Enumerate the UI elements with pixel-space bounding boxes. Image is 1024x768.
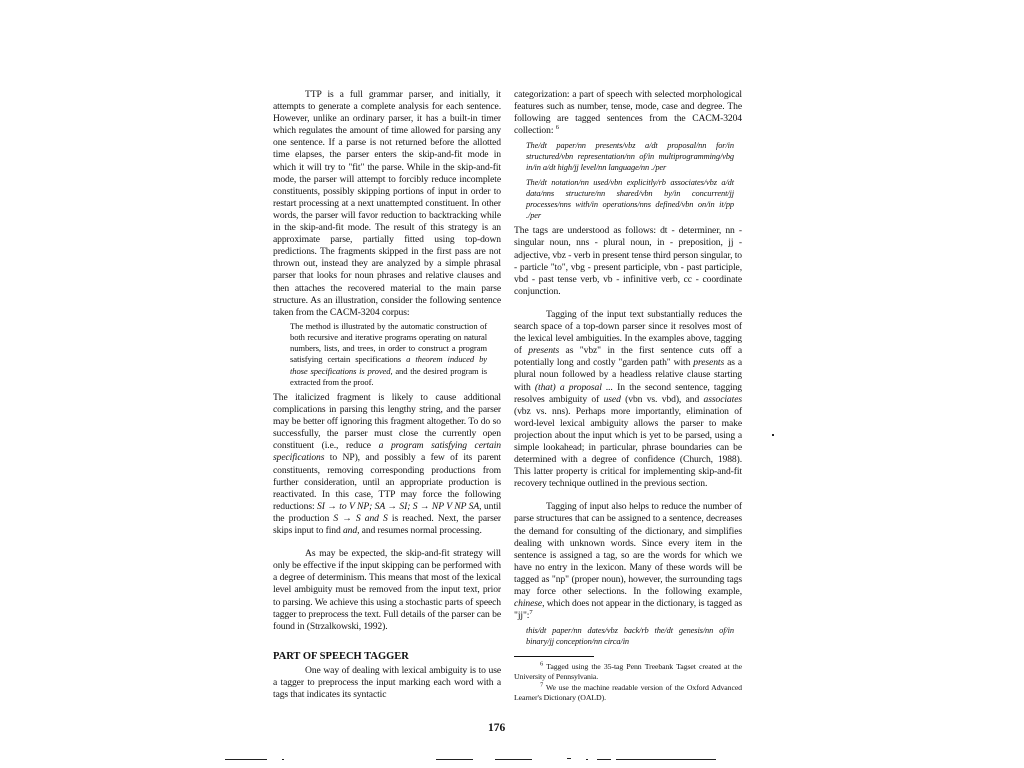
paragraph: The tags are understood as follows: dt - determiner, nn - singular noun, nns - plural noun, in - preposition, jj - adjective, vbz - verb in present tense third person singular, to - particle "to", vbg - present participle, vbn - past participle, vbd - past tense verb, vb - infinitive verb, cc - coordinate conjunction.: [514, 225, 742, 297]
italic-run: associates: [703, 393, 742, 405]
italic-run: chinese: [514, 598, 543, 610]
paragraph: [514, 309, 742, 490]
text-run: , and resumes normal processing.: [357, 525, 482, 537]
left-column: [273, 89, 501, 701]
text-run: The italicized fragment is likely to cause additional complications in parsing this lengthy string, and the parser may be better off ignoring this fragment altogether. To do so successfully, the parser must close the currently open constituent (i.e., reduce: [273, 392, 501, 452]
paragraph: As may be expected, the skip-and-fit strategy will only be effective if the input skipping can be performed with a degree of determinism. This means that most of the lexical level ambiguity must be removed from the input text, prior to parsing. We achieve this using a stochastic parts of speech tagger to preprocess the text. Full details of the parser can be found in (Strzalkowski, 1992).: [273, 548, 501, 632]
italic-run: S → S and S: [333, 512, 388, 524]
text-run: Tagging of input also helps to reduce the number of parse structures that can be assigned to a sentence, decreases the demand for consulting of the dictionary, and simplifies dealing with unknown words. Since every item in the sentence is assigned a tag, so are the words for which we have no entry in the lexicon. Many of these words will be tagged as "np" (proper noun), however, the surrounding tags may force other selections. In the following example,: [514, 501, 742, 597]
italic-run: used: [603, 393, 621, 405]
footnote-text: We use the machine readable version of the Oxford Advanced Learner's Dictionary (OALD).: [514, 683, 742, 703]
example-quote: [290, 321, 487, 388]
quote-text-end: and the desired program is extracted from the proof.: [290, 365, 487, 387]
footnote-number: 7: [540, 681, 544, 689]
footnote: [514, 662, 742, 682]
italic-run: presents: [693, 357, 725, 369]
italic-run: (that) a proposal ...: [534, 381, 613, 393]
text-run: In the second sentence, tagging resolves ambiguity of: [514, 381, 742, 405]
paragraph: One way of dealing with lexical ambiguity is to use a tagger to preprocess the input marking each word with a tags that indicates its syntactic: [273, 664, 501, 701]
footnote-mark[interactable]: 6: [555, 124, 559, 132]
scan-artifact-line: [436, 759, 473, 760]
tagged-sentence: The/dt paper/nn presents/vbz a/dt proposal/nn for/in structured/vbn representation/nn of/in multiprogramming/vbg in/in a/dt high/jj level/nn language/nn ./per: [526, 141, 734, 173]
text-run: as a plural noun followed by a headless relative clause starting with: [514, 357, 743, 393]
italic-run: a program satisfying certain specifications: [273, 440, 502, 464]
quote-text: The method is illustrated by the automatic construction of both recursive and iterative programs operating on natural numbers, lists, and trees, in order to construct a program satisfying certain specifications: [290, 320, 487, 365]
tagged-sentence: this/dt paper/nn dates/vbz back/rb the/dt genesis/nn of/in binary/jj conception/nn circa/in: [526, 626, 734, 647]
scan-artifact-line: [616, 759, 716, 760]
scan-artifact-line: [225, 759, 267, 760]
footnote-text: Tagged using the 35-tag Penn Treebank Tagset created at the University of Pennsylvania.: [514, 662, 742, 682]
italic-run: presents: [528, 345, 560, 357]
paragraph: [514, 89, 742, 137]
text-run: to NP), and possibly a few of its parent constituents, removing corresponding productions from further consideration, until an appropriate production is reactivated. In this case, TTP may force the following reductions:: [273, 452, 501, 512]
scan-artifact-line: [282, 759, 284, 760]
text-run: is reached. Next, the parser skips input to find: [273, 512, 502, 537]
scan-artifact-line: [495, 759, 532, 760]
text-run: , which does not appear in the dictionary, is tagged as "jj":: [514, 598, 742, 622]
text-run: (vbz vs. nns). Perhaps more importantly, elimination of word-level lexical ambiguity allows the parser to make projection about the input which is yet to be parsed, using a simple lookahead; in particular, phrase boundaries can be determined with a degree of confidence (Church, 1988). This latter property is critical for implementing skip-and-fit recovery technique outlined in the previous section.: [514, 405, 742, 490]
footnote-number: 6: [540, 660, 544, 668]
text-run: Tagging of the input text substantially reduces the search space of a top-down parser since it resolves most of the lexical level ambiguities. In the examples above, tagging of: [514, 308, 742, 357]
italic-run: SI → to V NP; SA → SI; S → NP V NP SA: [317, 500, 480, 512]
footnote-mark[interactable]: 7: [529, 609, 533, 616]
paragraph: [514, 501, 742, 622]
italic-run: and: [342, 525, 358, 537]
right-column: [514, 89, 742, 704]
tagged-sentence: The/dt notation/nn used/vbn explicitly/rb associates/vbz a/dt data/nns structure/nn shared/vbn by/in concurrent/jj processes/nns with/in operations/nns defined/vbn on/in it/pp ./per: [526, 178, 734, 221]
text-run: categorization: a part of speech with selected morphological features such as number, tense, mode, case and degree. The following are tagged sentences from the CACM-3204 collection:: [514, 89, 742, 137]
paragraph: [273, 392, 501, 537]
text-run: , until the production: [273, 500, 502, 524]
text-run: (vbn vs. vbd), and: [620, 393, 704, 405]
paragraph: TTP is a full grammar parser, and initially, it attempts to generate a complete analysis for each sentence. However, unlike an ordinary parser, it has a built-in timer which regulates the amount of time allowed for parsing any one sentence. If a parse is not returned before the allotted time elapses, the parser enters the skip-and-fit mode in which it will try to "fit" the parse. While in the skip-and-fit mode, the parser will attempt to forcibly reduce incomplete constituents, possibly skipping portions of input in order to restart processing at a next unattempted constituent. In other words, the parser will favor reduction to backtracking while in the skip-and-fit mode. The result of this strategy is an approximate parse, partially fitted using top-down predictions. The fragments skipped in the first pass are not thrown out, instead they are analyzed by a simple phrasal parser that looks for noun phrases and relative clauses and then attaches the recovered material to the main parse structure. As an illustration, consider the following sentence taken from the CACM-3204 corpus:: [273, 89, 501, 318]
footnote: [514, 683, 742, 703]
page-number: 176: [488, 722, 506, 734]
section-heading: PART OF SPEECH TAGGER: [273, 650, 409, 662]
scan-artifact-line: [586, 759, 588, 760]
text-run: as "vbz" in the first sentence cuts off a potentially long and costly "garden path" with: [514, 345, 743, 369]
footnote-divider: [514, 656, 594, 657]
scan-artifact-line: [567, 758, 571, 759]
quote-italic-fragment: a theorem induced by those specifications is proved,: [290, 354, 487, 376]
scan-artifact-line: [597, 759, 611, 760]
scan-artifact: [772, 434, 774, 436]
